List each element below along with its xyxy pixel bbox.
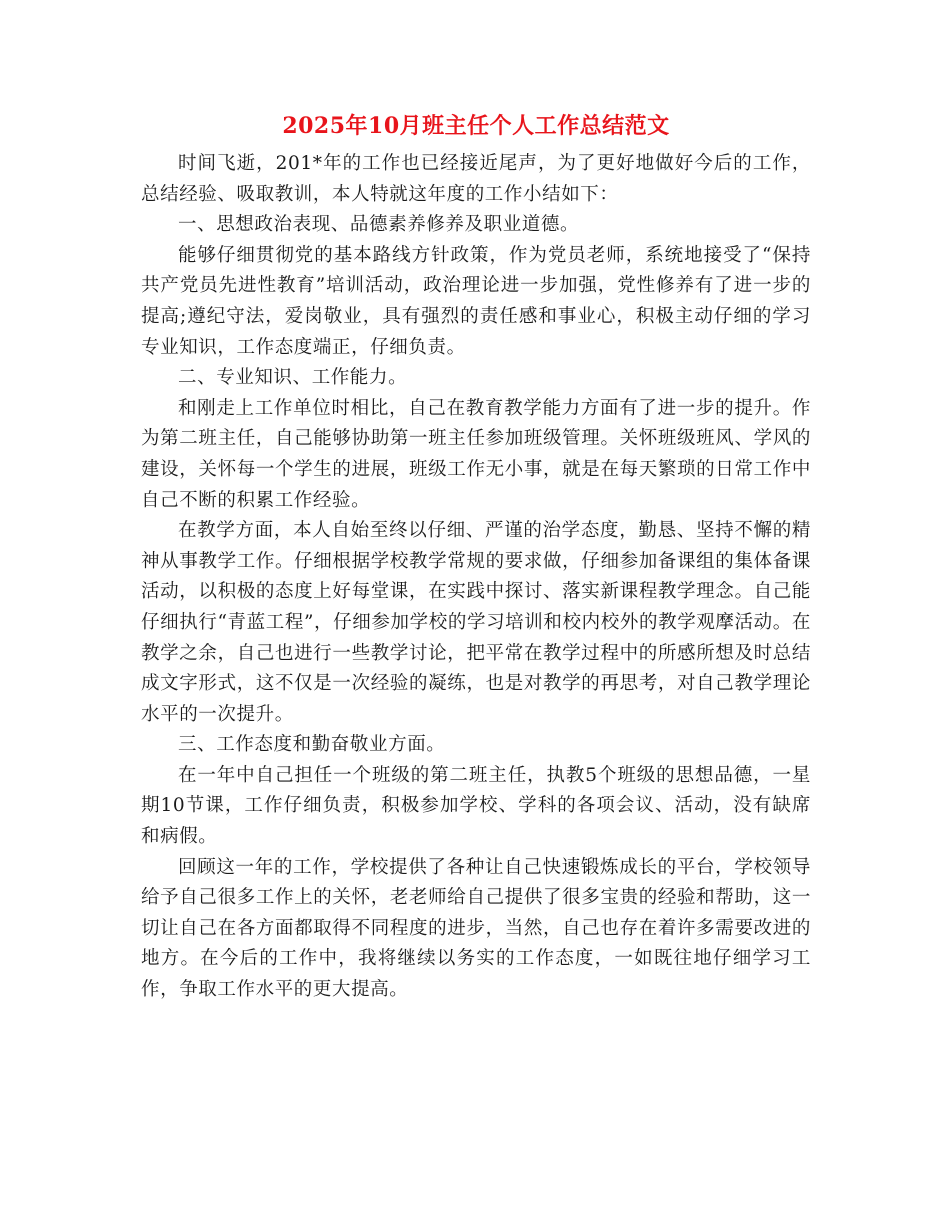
section-heading-3: 三、工作态度和勤奋敬业方面。 (178, 734, 446, 756)
document-title: 2025年10月班主任个人工作总结范文 (282, 113, 670, 139)
paragraph-politics: 能够仔细贯彻党的基本路线方针政策，作为党员老师，系统地接受了“保持共产党员先进性教育”培训活动，政治理论进一步加强，党性修养有了进一步的提高;遵纪守法，爱岗敬业，具有强烈的责任感和事业心，积极主动仔细的学习专业知识，工作态度端正，仔细负责。 (141, 244, 811, 358)
paragraph-ability: 和刚走上工作单位时相比，自己在教育教学能力方面有了进一步的提升。作为第二班主任，自己能够协助第一班主任参加班级管理。关怀班级班风、学风的建设，关怀每一个学生的进展，班级工作无小事，就是在每天繁琐的日常工作中自己不断的积累工作经验。 (141, 397, 811, 511)
section-heading-1: 一、思想政治表现、品德素养修养及职业道德。 (178, 214, 580, 236)
paragraph-review: 回顾这一年的工作，学校提供了各种让自己快速锻炼成长的平台，学校领导给予自己很多工作上的关怀，老老师给自己提供了很多宝贵的经验和帮助，这一切让自己在各方面都取得不同程度的进步，当然，自己也存在着许多需要改进的地方。在今后的工作中，我将继续以务实的工作态度，一如既往地仔细学习工作，争取工作水平的更大提高。 (141, 856, 811, 1001)
document-page (141, 105, 811, 1006)
paragraph-attitude: 在一年中自己担任一个班级的第二班主任，执教5个班级的思想品德，一星期10节课，工作仔细负责，积极参加学校、学科的各项会议、活动，没有缺席和病假。 (141, 764, 811, 848)
paragraph-teaching: 在教学方面，本人自始至终以仔细、严谨的治学态度，勤恳、坚持不懈的精神从事教学工作。仔细根据学校教学常规的要求做，仔细参加备课组的集体备课活动，以积极的态度上好每堂课，在实践中探讨、落实新课程教学理念。自己能仔细执行“青蓝工程”，仔细参加学校的学习培训和校内校外的教学观摩活动。在教学之余，自己也进行一些教学讨论，把平常在教学过程中的所感所想及时总结成文字形式，这不仅是一次经验的凝练，也是对教学的再思考，对自己教学理论水平的一次提升。 (141, 520, 811, 725)
section-heading-2: 二、专业知识、工作能力。 (178, 367, 408, 389)
paragraph-intro: 时间飞逝，201*年的工作也已经接近尾声，为了更好地做好今后的工作，总结经验、吸取教训，本人特就这年度的工作小结如下： (141, 153, 811, 205)
